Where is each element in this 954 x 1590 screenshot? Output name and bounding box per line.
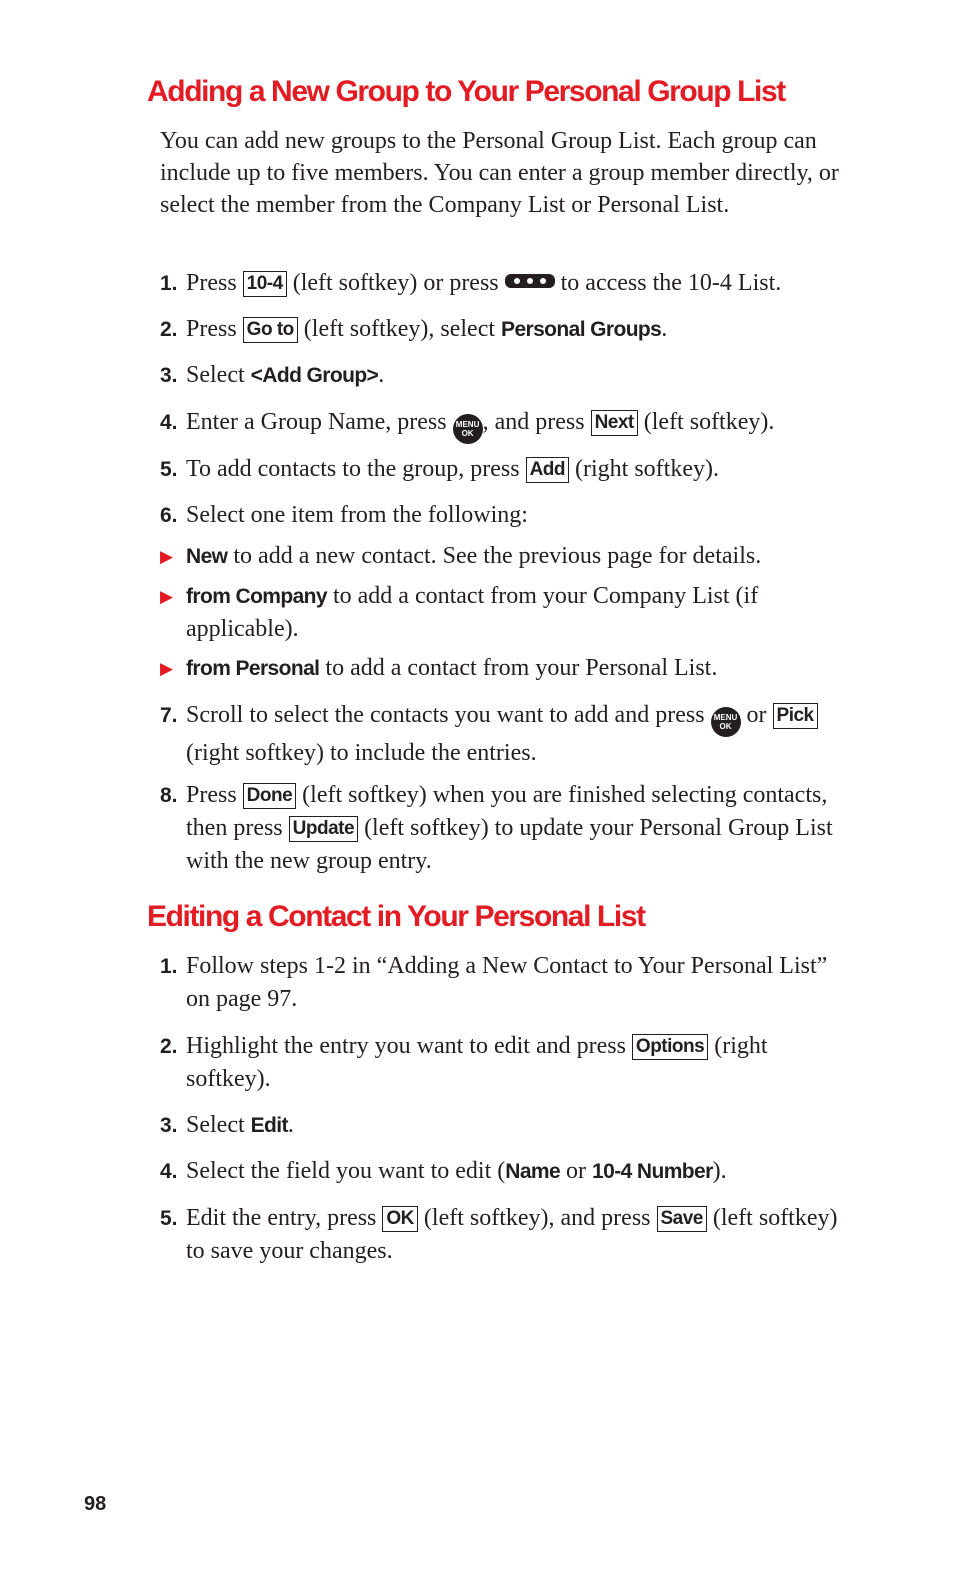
bullet-arrow-icon: ▶ [160,659,174,678]
step-number: 7. [160,704,178,727]
step-7: 7. Scroll to select the contacts you want to add and press MENU OK or Pick (right softkey) to include the entries. [160,699,850,770]
softkey-ok: OK [382,1206,418,1232]
edit-step-5: 5. Edit the entry, press OK (left softkey), and press Save (left softkey) to save your changes. [160,1202,850,1268]
step-6: 6. Select one item from the following: [160,499,850,532]
step-2: 2. Press Go to (left softkey), select Personal Groups. [160,313,850,346]
edit-step-3: 3. Select Edit. [160,1109,850,1142]
bullet-from-personal: ▶ from Personal to add a contact from your Personal List. [160,652,850,685]
menu-option-add-group: <Add Group> [250,364,379,387]
option-new: New [186,545,228,568]
option-from-company: from Company [186,585,327,608]
bullet-arrow-icon: ▶ [160,547,174,566]
field-10-4-number: 10-4 Number [592,1160,713,1183]
bullet-from-company: ▶ from Company to add a contact from your Company List (if applicable). [160,580,850,646]
bullet-new: ▶ New to add a new contact. See the previous page for details. [160,540,850,573]
bullet-arrow-icon: ▶ [160,587,174,606]
step-number: 2. [160,1035,178,1058]
edit-step-1: 1. Follow steps 1-2 in “Adding a New Contact to Your Personal List” on page 97. [160,950,850,1016]
step-number: 4. [160,1160,178,1183]
page-number: 98 [84,1493,107,1515]
softkey-save: Save [657,1206,707,1232]
menu-option-personal-groups: Personal Groups [501,318,662,341]
step-number: 1. [160,272,178,295]
menu-ok-icon: MENU OK [453,414,483,444]
step-5: 5. To add contacts to the group, press Add (right softkey). [160,453,850,486]
menu-option-edit: Edit [250,1114,288,1137]
softkey-done: Done [243,783,297,809]
step-4: 4. Enter a Group Name, press MENU OK , and press Next (left softkey). [160,406,850,444]
step-number: 3. [160,1114,178,1137]
step-number: 1. [160,955,178,978]
softkey-pick: Pick [773,703,818,729]
menu-ok-icon: MENU OK [711,707,741,737]
step-number: 8. [160,784,178,807]
step-number: 5. [160,458,178,481]
talk-button-icon [505,274,555,288]
step-8: 8. Press Done (left softkey) when you are finished selecting contacts, then press Update (left softkey) to update your Personal Group List with the new group entry. [160,779,850,878]
edit-step-4: 4. Select the field you want to edit (Name or 10-4 Number). [160,1155,850,1188]
section-heading-adding-group: Adding a New Group to Your Personal Group List [147,75,785,108]
section-heading-editing-contact: Editing a Contact in Your Personal List [147,900,645,933]
step-number: 2. [160,318,178,341]
step-number: 3. [160,364,178,387]
step-number: 4. [160,411,178,434]
softkey-next: Next [591,410,638,436]
step-number: 5. [160,1207,178,1230]
softkey-add: Add [526,457,569,483]
softkey-go-to: Go to [243,317,298,343]
intro-paragraph: You can add new groups to the Personal Group List. Each group can include up to five members. You can enter a group member directly, or select the member from the Company List or Personal List. [160,128,839,218]
softkey-10-4: 10-4 [243,271,287,297]
softkey-options: Options [632,1034,708,1060]
step-3: 3. Select <Add Group>. [160,359,850,392]
step-number: 6. [160,504,178,527]
softkey-update: Update [289,816,358,842]
edit-step-2: 2. Highlight the entry you want to edit and press Options (right softkey). [160,1030,850,1096]
option-from-personal: from Personal [186,657,320,680]
step-1: 1. Press 10-4 (left softkey) or press to access the 10-4 List. [160,267,850,300]
field-name: Name [505,1160,561,1183]
